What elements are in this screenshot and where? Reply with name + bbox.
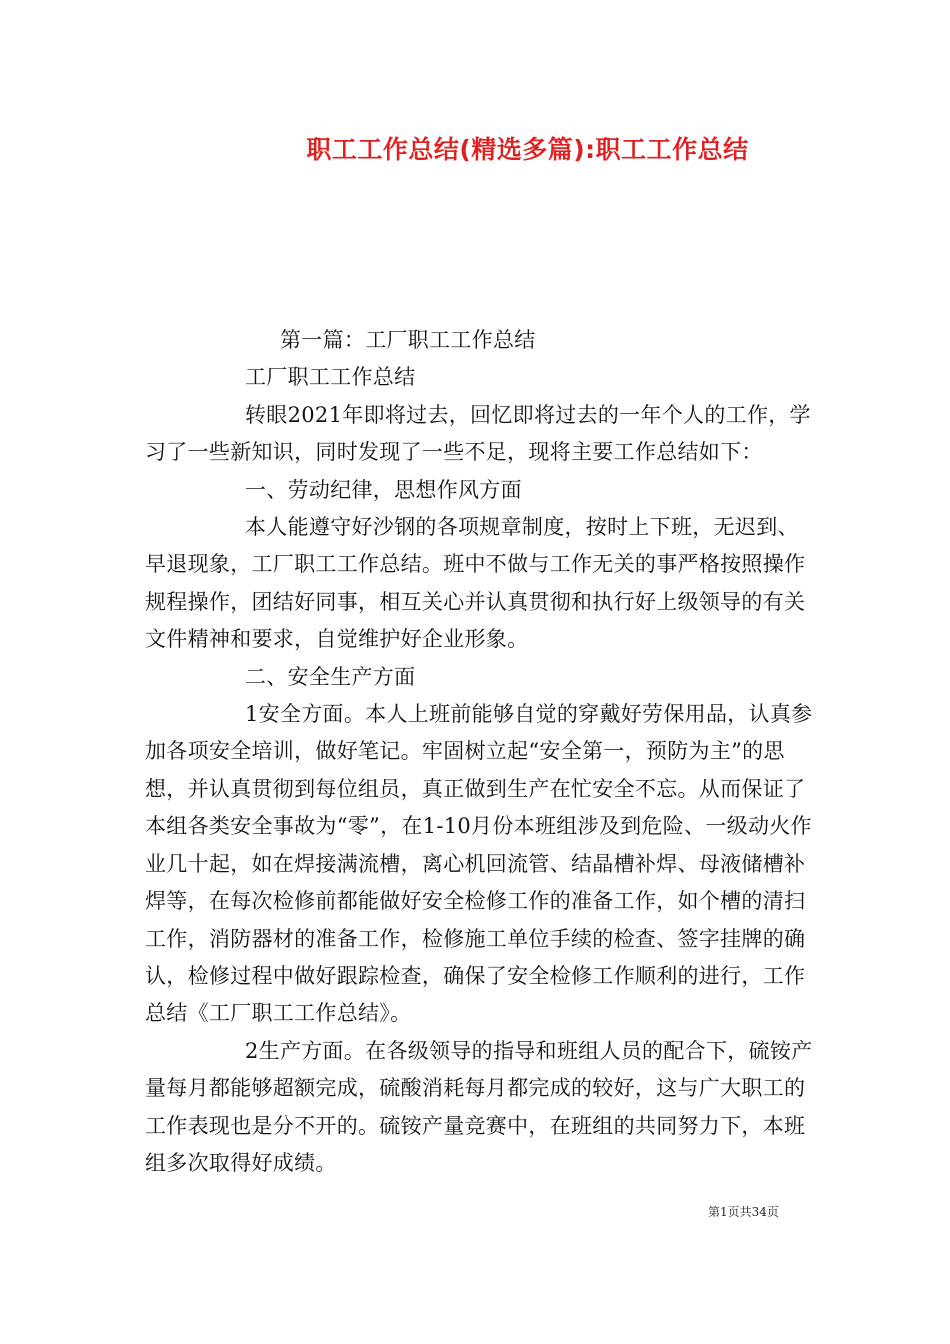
page-number: 第1页共34页 <box>708 1205 779 1219</box>
document-body <box>145 322 815 1182</box>
subheading-safety-production: 二、安全生产方面 <box>245 664 416 689</box>
paragraph-safety: 1安全方面。本人上班前能够自觉的穿戴好劳保用品，认真参加各项安全培训，做好笔记。牢固树立起“安全第一，预防为主”的思想，并认真贯彻到每位组员，真正做到生产在忙安全不忘。从而保证了本组各类安全事故为“零”，在1-10月份本班组涉及到危险、一级动火作业几十起，如在焊接满流槽，离心机回流管、结晶槽补焊、母液储槽补焊等，在每次检修前都能做好安全检修工作的准备工作，如个槽的清扫工作，消防器材的准备工作，检修施工单位手续的检查、签字挂牌的确认，检修过程中做好跟踪检查，确保了安全检修工作顺利的进行，工作总结《工厂职工工作总结》。 <box>145 702 813 1026</box>
document-title: 职工工作总结(精选多篇):职工工作总结 <box>306 135 749 164</box>
article-title: 工厂职工工作总结 <box>245 365 416 390</box>
paragraph-discipline: 本人能遵守好沙钢的各项规章制度，按时上下班，无迟到、早退现象，工厂职工工作总结。班中不做与工作无关的事严格按照操作规程操作，团结好同事，相互关心并认真贯彻和执行好上级领导的有关文件精神和要求，自觉维护好企业形象。 <box>145 515 806 652</box>
intro-paragraph: 转眼2021年即将过去，回忆即将过去的一年个人的工作，学习了一些新知识，同时发现了一些不足，现将主要工作总结如下： <box>145 402 811 465</box>
subheading-discipline: 一、劳动纪律，思想作风方面 <box>245 477 522 502</box>
section-heading: 第一篇：工厂职工工作总结 <box>280 328 536 352</box>
paragraph-production: 2生产方面。在各级领导的指导和班组人员的配合下，硫铵产量每月都能够超额完成，硫酸消耗每月都完成的较好，这与广大职工的工作表现也是分不开的。硫铵产量竞赛中，在班组的共同努力下，本班组多次取得好成绩。 <box>145 1038 813 1175</box>
